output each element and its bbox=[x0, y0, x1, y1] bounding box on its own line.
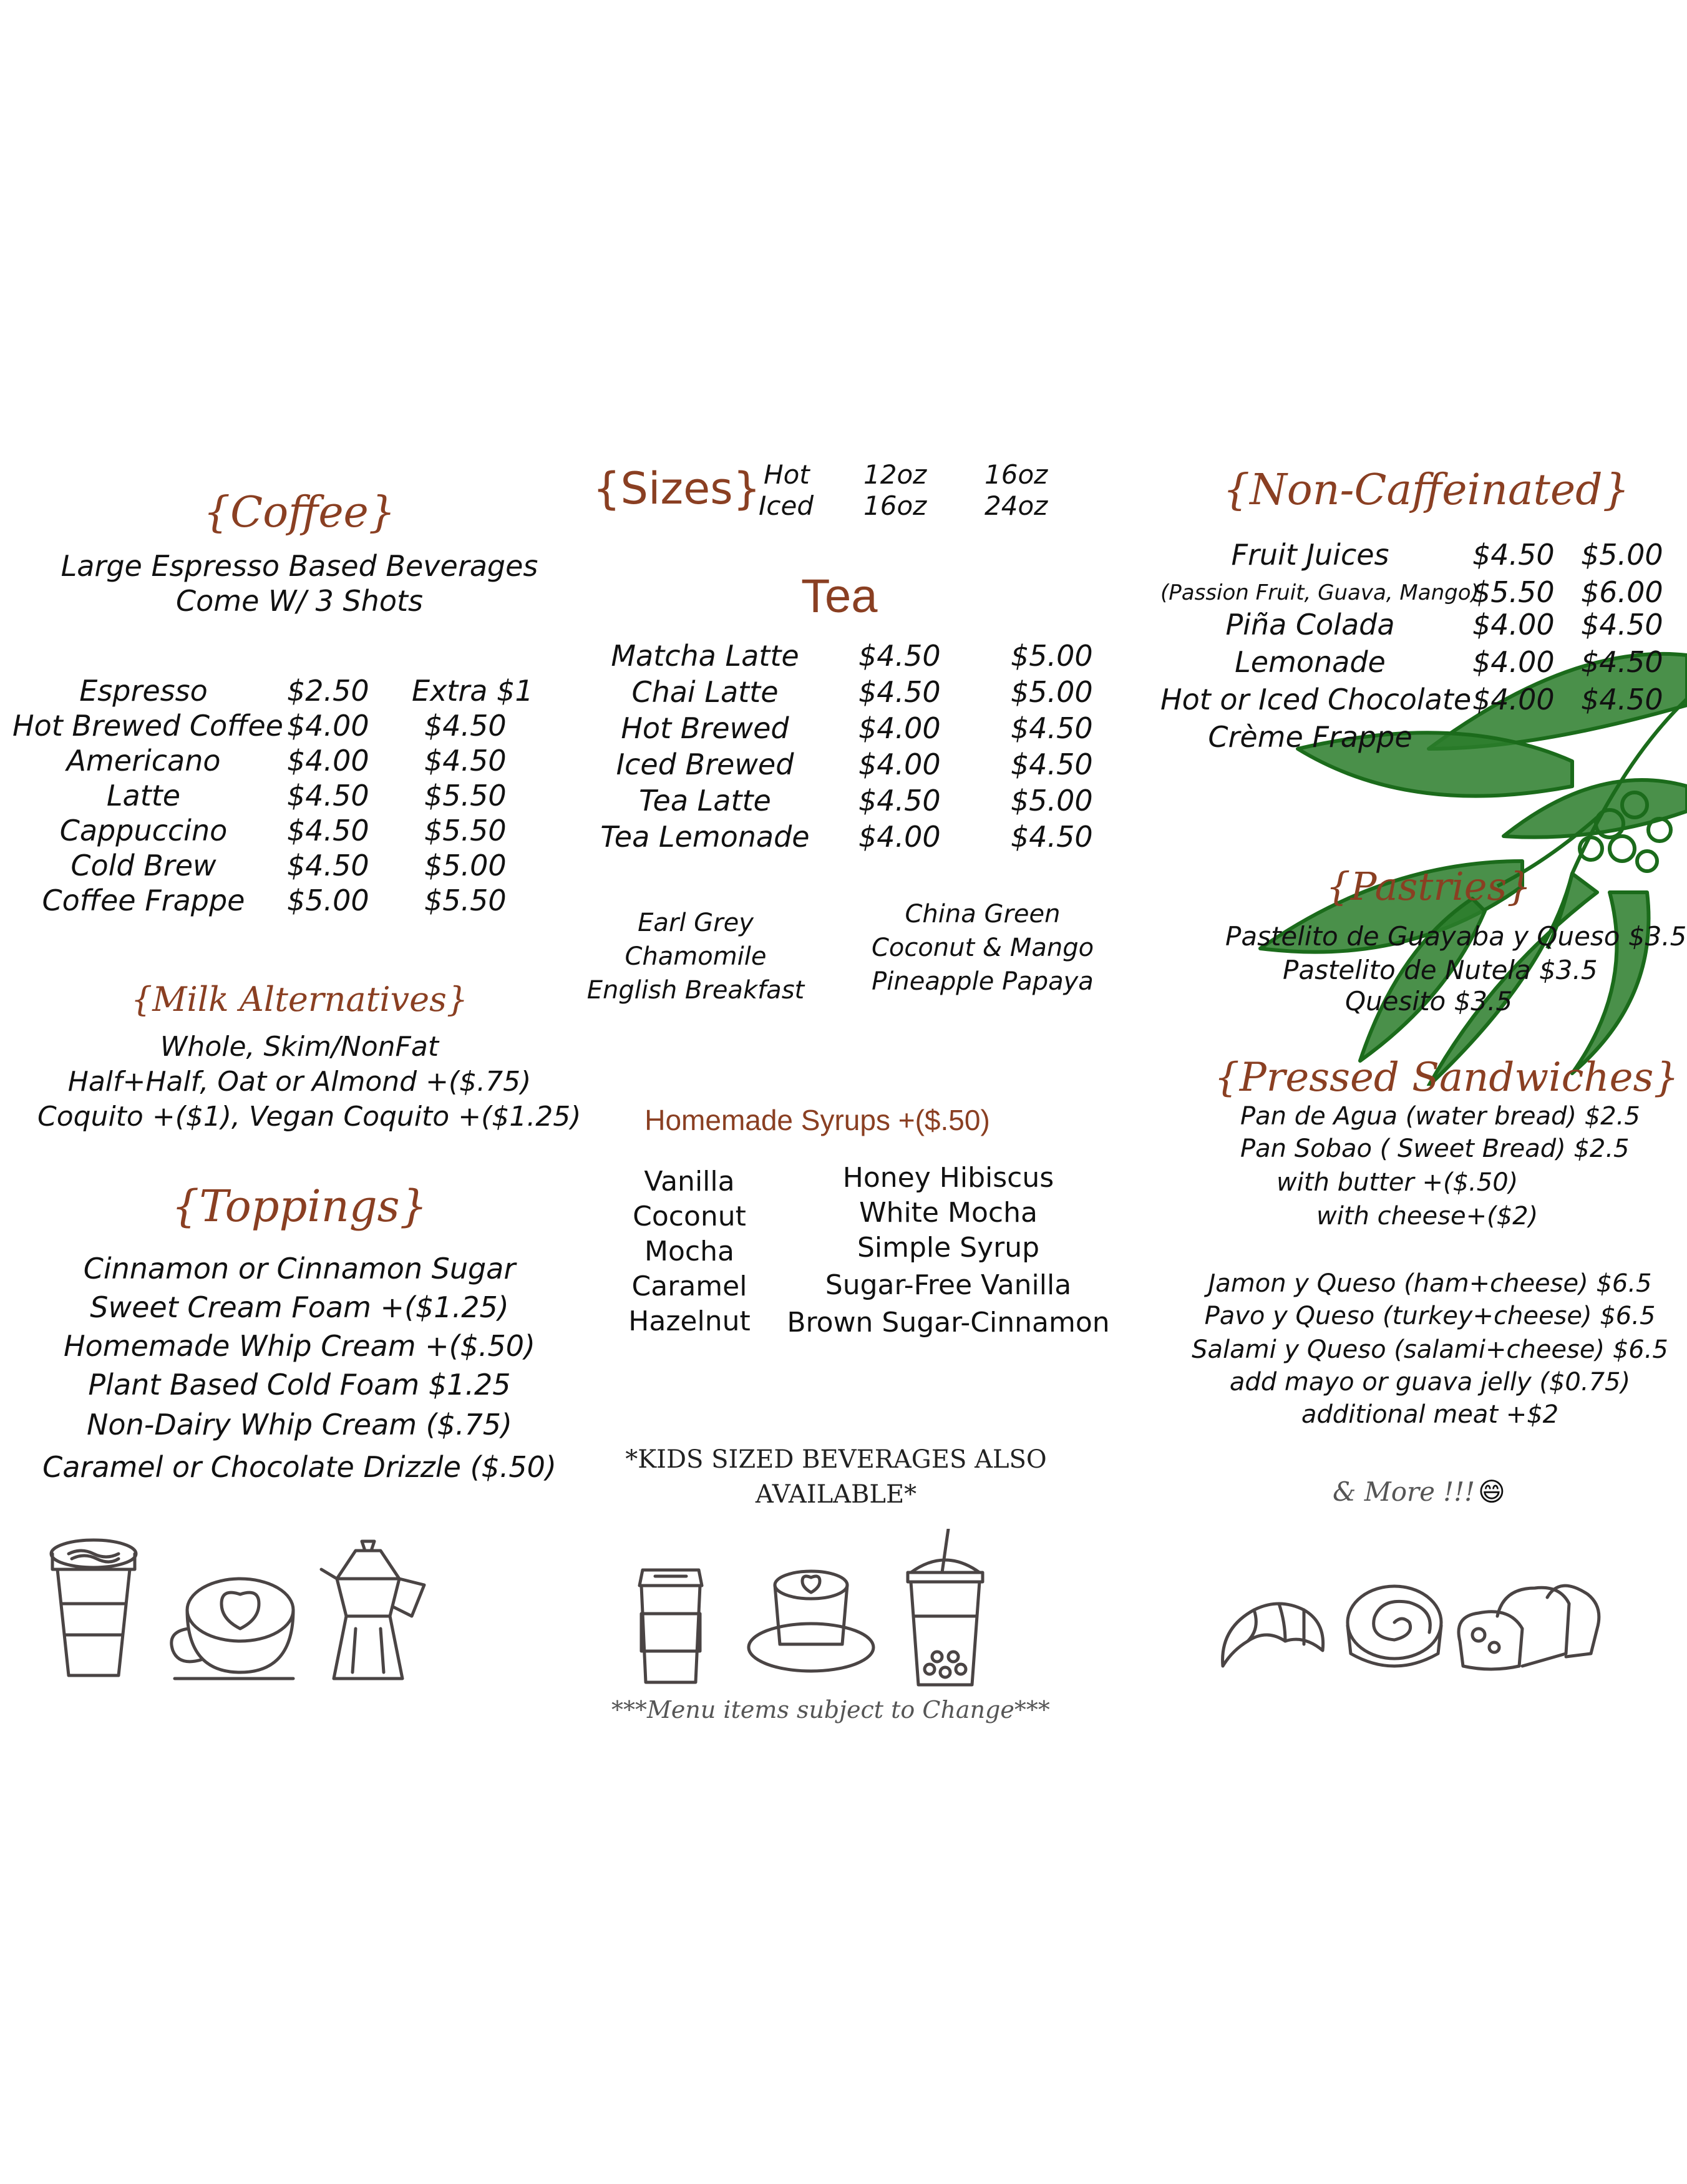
item-name: Latte bbox=[106, 779, 181, 812]
sandwich-line: with cheese+($2) bbox=[1316, 1202, 1539, 1231]
item-name: Espresso bbox=[79, 674, 208, 708]
tea-flavor: Coconut & Mango bbox=[871, 934, 1094, 962]
left-illustrations bbox=[44, 1535, 443, 1685]
sandwich-line: Pavo y Queso (turkey+cheese) $6.5 bbox=[1204, 1302, 1656, 1330]
sandwich-line: Jamon y Queso (ham+cheese) $6.5 bbox=[1208, 1269, 1652, 1298]
sizes-hot-small: 12oz bbox=[863, 459, 927, 490]
item-name: Hot Brewed Coffee bbox=[12, 709, 283, 743]
pastry-line: Quesito $3.5 bbox=[1345, 986, 1513, 1016]
item-name: Piña Colada bbox=[1225, 608, 1395, 641]
sandwich-line: Salami y Queso (salami+cheese) $6.5 bbox=[1192, 1335, 1668, 1364]
item-price-small: $5.00 bbox=[287, 884, 369, 917]
menu-row bbox=[599, 784, 1111, 820]
non-caffeinated-price-list bbox=[1160, 538, 1687, 763]
item-name: Chai Latte bbox=[631, 675, 779, 709]
item-price-large: $5.50 bbox=[424, 814, 507, 847]
coffee-title: {Coffee} bbox=[203, 488, 396, 537]
syrup-item: Sugar-Free Vanilla bbox=[825, 1269, 1072, 1301]
reusable-cup-icon bbox=[630, 1564, 711, 1689]
sizes-iced-large: 24oz bbox=[984, 490, 1048, 521]
menu-row bbox=[1160, 645, 1687, 681]
menu-row bbox=[12, 744, 524, 780]
latte-art-cup-icon bbox=[168, 1572, 299, 1685]
item-price-small: $4.00 bbox=[858, 711, 941, 745]
item-price-large: $5.00 bbox=[1011, 784, 1093, 817]
item-name: Hot or Iced Chocolate bbox=[1160, 683, 1472, 716]
menu-row bbox=[599, 639, 1111, 675]
menu-row bbox=[1160, 538, 1687, 574]
tea-flavor: China Green bbox=[905, 900, 1061, 929]
topping-line: Plant Based Cold Foam $1.25 bbox=[88, 1368, 511, 1402]
syrup-item: Vanilla bbox=[644, 1166, 735, 1197]
item-price-large: $4.50 bbox=[1581, 683, 1663, 716]
item-price-large: Extra $1 bbox=[412, 674, 533, 708]
item-name: Matcha Latte bbox=[611, 639, 799, 673]
menu-row bbox=[12, 884, 524, 920]
item-price-small: $4.50 bbox=[858, 675, 941, 709]
item-price-small: $4.50 bbox=[287, 849, 369, 882]
croissant-icon bbox=[1217, 1591, 1329, 1679]
menu-row bbox=[599, 820, 1111, 856]
item-price-large: $4.50 bbox=[1011, 748, 1093, 781]
menu-row bbox=[12, 674, 533, 710]
topping-line: Non-Dairy Whip Cream ($.75) bbox=[87, 1408, 512, 1441]
coffee-note-line2: Come W/ 3 Shots bbox=[176, 584, 423, 618]
syrup-item: White Mocha bbox=[859, 1197, 1038, 1229]
item-name: Tea Lemonade bbox=[600, 820, 810, 854]
syrup-item: Honey Hibiscus bbox=[842, 1162, 1054, 1194]
sandwich-line: additional meat +$2 bbox=[1301, 1400, 1559, 1429]
pastry-line: Pastelito de Guayaba y Queso $3.5 bbox=[1225, 921, 1687, 952]
sizes-title: {Sizes} bbox=[593, 463, 761, 514]
menu-row bbox=[1160, 683, 1687, 719]
menu-row bbox=[599, 748, 1111, 784]
middle-illustrations bbox=[630, 1529, 980, 1691]
item-name: Americano bbox=[66, 744, 221, 778]
syrup-item: Coconut bbox=[633, 1201, 746, 1232]
coffee-note-line1: Large Espresso Based Beverages bbox=[61, 549, 538, 583]
kids-note-line1: *KIDS SIZED BEVERAGES ALSO bbox=[625, 1445, 1047, 1474]
item-price-small: $4.00 bbox=[1472, 608, 1555, 641]
item-name: Cold Brew bbox=[70, 849, 216, 882]
item-price-small: $4.50 bbox=[858, 639, 941, 673]
item-price-large: $5.00 bbox=[424, 849, 507, 882]
pastries-title: {Pastries} bbox=[1326, 864, 1532, 909]
item-price-small: $4.00 bbox=[858, 820, 941, 854]
menu-row bbox=[12, 814, 524, 850]
item-price-large: $5.50 bbox=[424, 884, 507, 917]
toppings-title: {Toppings} bbox=[171, 1181, 428, 1232]
menu-change-note: ***Menu items subject to Change*** bbox=[611, 1696, 1050, 1723]
sizes-iced-small: 16oz bbox=[863, 490, 927, 521]
menu-row bbox=[12, 709, 524, 745]
item-price-small: $4.00 bbox=[1472, 645, 1555, 679]
boba-tea-icon bbox=[898, 1529, 992, 1691]
cappuccino-saucer-icon bbox=[742, 1566, 880, 1679]
menu-row bbox=[1160, 608, 1687, 644]
moka-pot-icon bbox=[318, 1535, 430, 1685]
item-name: Fruit Juices bbox=[1231, 538, 1389, 572]
sandwiches-title: {Pressed Sandwiches} bbox=[1214, 1055, 1680, 1101]
menu-row bbox=[1160, 720, 1687, 756]
topping-line: Homemade Whip Cream +($.50) bbox=[63, 1329, 535, 1363]
bread-loaf-icon bbox=[1454, 1579, 1603, 1679]
item-name: Iced Brewed bbox=[616, 748, 794, 781]
syrup-item: Simple Syrup bbox=[857, 1232, 1040, 1264]
pastry-line: Pastelito de Nutela $3.5 bbox=[1283, 955, 1598, 985]
milk-line: Half+Half, Oat or Almond +($.75) bbox=[67, 1066, 532, 1098]
item-price-small: $2.50 bbox=[287, 674, 369, 708]
item-price-large: $4.50 bbox=[1011, 820, 1093, 854]
milk-line: Coquito +($1), Vegan Coquito +($1.25) bbox=[37, 1101, 581, 1133]
item-price-large: $5.00 bbox=[1011, 639, 1093, 673]
item-price-large: $5.00 bbox=[1011, 675, 1093, 709]
item-price-large: $4.50 bbox=[1011, 711, 1093, 745]
menu-row bbox=[12, 849, 524, 885]
sandwich-line: add mayo or guava jelly ($0.75) bbox=[1229, 1368, 1631, 1397]
non-caffeinated-title: {Non-Caffeinated} bbox=[1223, 466, 1630, 515]
kids-note-line2: AVAILABLE* bbox=[755, 1480, 917, 1509]
item-price-small: $4.00 bbox=[1472, 683, 1555, 716]
item-price-large: $4.50 bbox=[1581, 608, 1663, 641]
tea-flavor: Pineapple Papaya bbox=[872, 967, 1094, 996]
tea-title: Tea bbox=[801, 570, 878, 623]
item-price-small: $4.00 bbox=[287, 709, 369, 743]
menu-row bbox=[599, 711, 1111, 748]
item-price-large: $5.50 bbox=[424, 779, 507, 812]
more-text: & More !!! bbox=[1333, 1476, 1475, 1507]
item-name: Coffee Frappe bbox=[42, 884, 245, 917]
right-illustrations bbox=[1217, 1579, 1603, 1691]
topping-line: Cinnamon or Cinnamon Sugar bbox=[83, 1252, 516, 1285]
item-name: Crème Frappe bbox=[1208, 720, 1412, 754]
topping-line: Sweet Cream Foam +($1.25) bbox=[90, 1290, 509, 1324]
milk-title: {Milk Alternatives} bbox=[130, 980, 469, 1019]
item-price-small: $4.50 bbox=[287, 814, 369, 847]
item-price-large: $6.00 bbox=[1581, 575, 1663, 609]
item-price-small: $4.50 bbox=[1472, 538, 1555, 572]
more-note bbox=[1333, 1476, 1505, 1507]
sizes-hot-large: 16oz bbox=[984, 459, 1048, 490]
tea-flavor: English Breakfast bbox=[586, 976, 805, 1005]
tea-price-list bbox=[599, 639, 1111, 864]
coffee-price-list bbox=[12, 674, 533, 936]
cinnamon-roll-icon bbox=[1341, 1579, 1447, 1679]
item-price-large: $4.50 bbox=[424, 744, 507, 778]
smile-emoji-icon: 😄 bbox=[1478, 1476, 1505, 1507]
item-price-small: $4.00 bbox=[287, 744, 369, 778]
item-price-large: $4.50 bbox=[424, 709, 507, 743]
item-name: Lemonade bbox=[1235, 645, 1386, 679]
tea-flavor: Earl Grey bbox=[638, 909, 754, 937]
milk-line: Whole, Skim/NonFat bbox=[160, 1031, 439, 1063]
syrups-title: Homemade Syrups +($.50) bbox=[644, 1104, 990, 1136]
tea-flavor: Chamomile bbox=[625, 942, 767, 971]
item-name: Tea Latte bbox=[639, 784, 771, 817]
item-name: (Passion Fruit, Guava, Mango) bbox=[1160, 580, 1479, 605]
item-price-large: $5.00 bbox=[1581, 538, 1663, 572]
item-price-large: $4.50 bbox=[1581, 645, 1663, 679]
sandwich-line: Pan de Agua (water bread) $2.5 bbox=[1240, 1102, 1640, 1131]
item-price-small: $5.50 bbox=[1472, 575, 1555, 609]
item-name: Cappuccino bbox=[59, 814, 228, 847]
sandwich-line: Pan Sobao ( Sweet Bread) $2.5 bbox=[1240, 1134, 1630, 1163]
coffee-cup-icon bbox=[44, 1535, 143, 1685]
syrup-item: Caramel bbox=[631, 1270, 747, 1302]
item-price-small: $4.00 bbox=[858, 748, 941, 781]
item-price-small: $4.50 bbox=[858, 784, 941, 817]
menu-row bbox=[599, 675, 1111, 711]
topping-line: Caramel or Chocolate Drizzle ($.50) bbox=[42, 1450, 557, 1484]
sandwich-line: with butter +($.50) bbox=[1276, 1168, 1519, 1197]
syrup-item: Mocha bbox=[644, 1236, 734, 1267]
item-name: Hot Brewed bbox=[621, 711, 789, 745]
item-price-small: $4.50 bbox=[287, 779, 369, 812]
menu-row bbox=[12, 779, 524, 815]
sizes-hot-label: Hot bbox=[764, 459, 810, 490]
sizes-iced-label: Iced bbox=[759, 490, 814, 521]
menu-row bbox=[1160, 575, 1687, 612]
syrup-item: Brown Sugar-Cinnamon bbox=[787, 1307, 1110, 1338]
syrup-item: Hazelnut bbox=[628, 1305, 751, 1337]
